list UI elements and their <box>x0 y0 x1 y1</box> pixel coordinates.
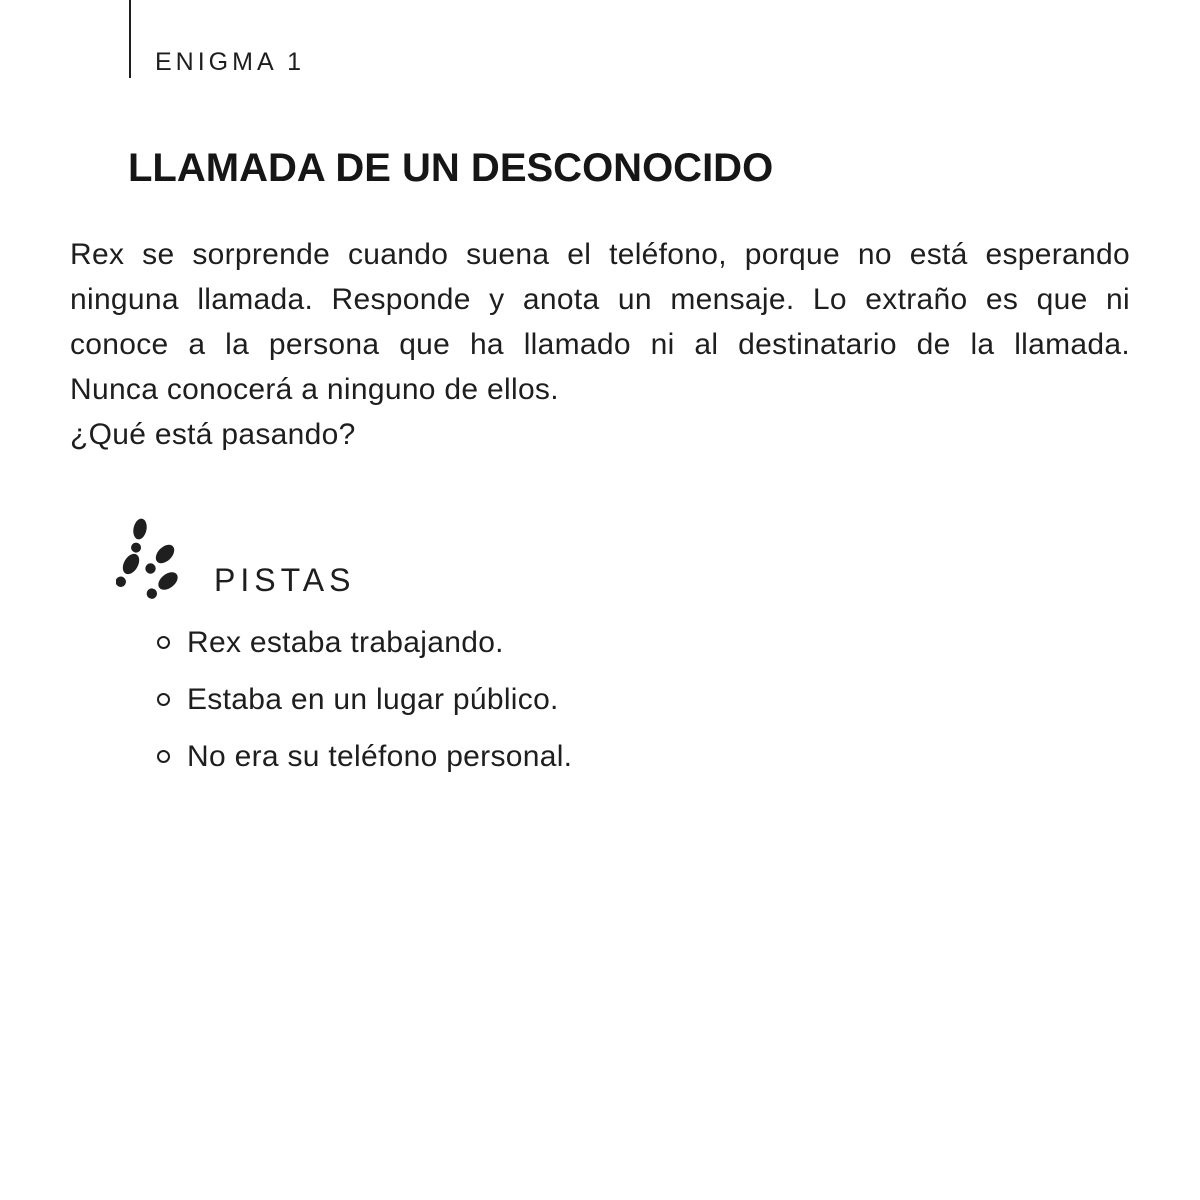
list-item <box>157 677 572 722</box>
clue-text: No era su teléfono personal. <box>187 740 573 773</box>
clues-heading: PISTAS <box>214 562 356 598</box>
ring-bullet-icon <box>157 636 170 649</box>
clue-text: Rex estaba trabajando. <box>187 626 504 659</box>
paragraph-line: Rex se sorprende cuando suena el teléfono, porque no está esperando <box>70 238 1130 271</box>
paragraph-line: Nunca conocerá a ninguno de ellos. <box>70 373 559 406</box>
list-item <box>157 734 572 779</box>
paragraph-line: conoce a la persona que ha llamado ni al destinatario de la llamada. <box>70 328 1130 361</box>
page-title: LLAMADA DE UN DESCONOCIDO <box>128 146 774 190</box>
clues-list <box>157 620 572 791</box>
header-rule <box>129 0 131 78</box>
ring-bullet-icon <box>157 693 170 706</box>
chapter-kicker: ENIGMA 1 <box>155 48 306 76</box>
puzzle-text <box>70 232 1130 457</box>
footprints-icon <box>116 513 198 605</box>
ring-bullet-icon <box>157 750 170 763</box>
puzzle-question: ¿Qué está pasando? <box>70 418 356 451</box>
clue-text: Estaba en un lugar público. <box>187 683 559 716</box>
list-item <box>157 620 572 665</box>
paragraph-line: ninguna llamada. Responde y anota un mensaje. Lo extraño es que ni <box>70 283 1130 316</box>
